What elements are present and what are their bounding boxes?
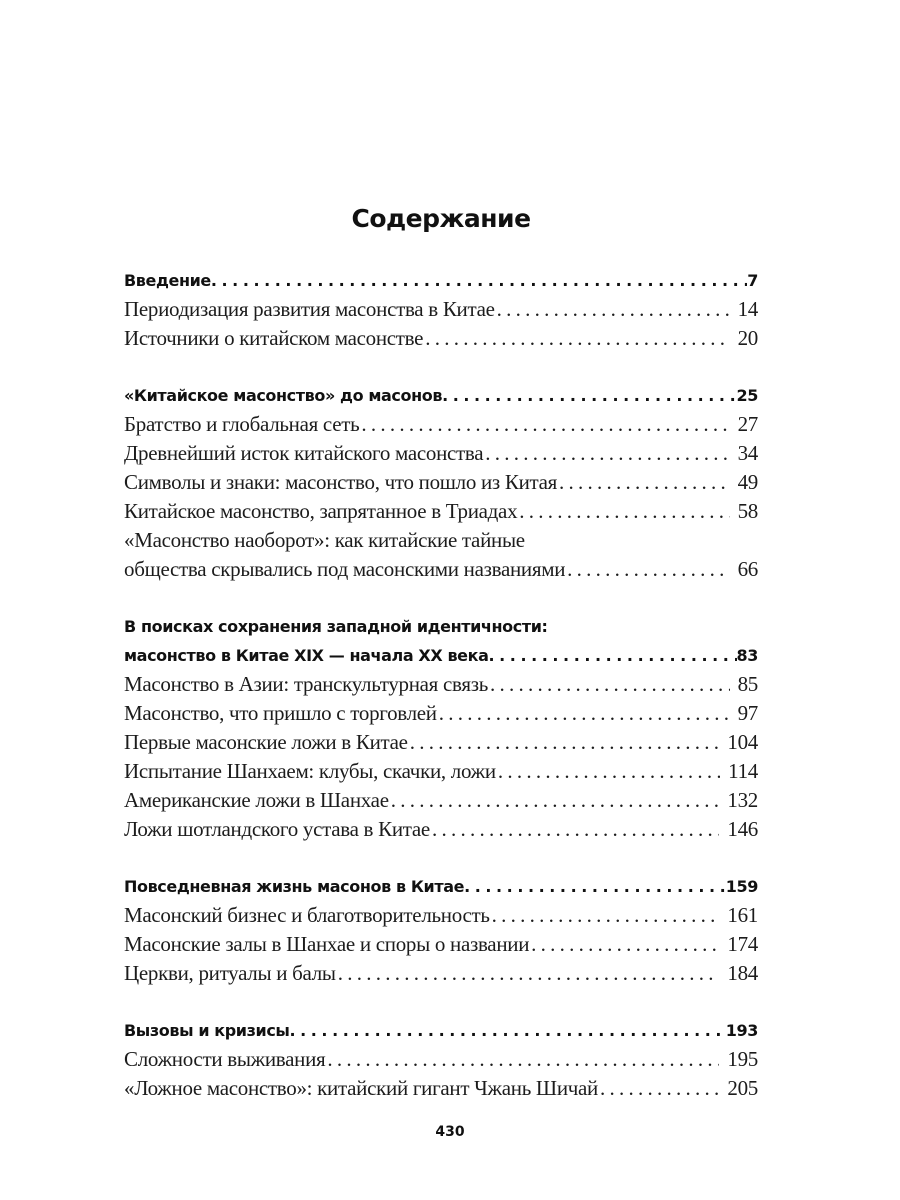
page-number: 85 xyxy=(737,672,758,696)
entry-title: Церкви, ритуалы и балы xyxy=(124,961,336,985)
toc-entry[interactable] xyxy=(124,1045,758,1074)
page-number: 146 xyxy=(727,817,758,841)
page-number: 193 xyxy=(725,1021,758,1040)
chapter-title: Вызовы и кризисы xyxy=(124,1021,290,1040)
toc-entry[interactable] xyxy=(124,439,758,468)
page-number: 34 xyxy=(737,441,758,465)
dot-leader xyxy=(361,410,729,439)
dot-leader xyxy=(497,295,730,324)
chapter-heading[interactable] xyxy=(124,266,758,295)
dot-leader xyxy=(338,959,720,988)
dot-leader xyxy=(442,381,736,410)
table-of-contents xyxy=(124,266,758,1131)
page-number: 97 xyxy=(737,701,758,725)
dot-leader xyxy=(439,699,730,728)
toc-entry[interactable] xyxy=(124,757,758,786)
chapter-heading-line1[interactable] xyxy=(124,612,758,641)
chapter-title: Повседневная жизнь масонов в Китае xyxy=(124,877,465,896)
entry-title: Символы и знаки: масонство, что пошло из Китая xyxy=(124,470,558,494)
entry-title: «Ложное масонство»: китайский гигант Чжань Шичай xyxy=(124,1076,598,1100)
toc-entry[interactable] xyxy=(124,959,758,988)
entry-title: Масонство в Азии: транскультурная связь xyxy=(124,672,488,696)
entry-title: Масонские залы в Шанхае и споры о названии xyxy=(124,932,530,956)
page-title: Содержание xyxy=(351,204,531,233)
dot-leader xyxy=(489,641,737,670)
toc-entry[interactable] xyxy=(124,410,758,439)
entry-title: общества скрывались под масонскими названиями xyxy=(124,557,566,581)
chapter-title: Введение xyxy=(124,271,211,290)
entry-title: Китайское масонство, запрятанное в Триадах xyxy=(124,499,518,523)
toc-entry[interactable] xyxy=(124,555,758,584)
toc-entry[interactable] xyxy=(124,728,758,757)
page-number: 83 xyxy=(736,646,758,665)
dot-leader xyxy=(498,757,720,786)
toc-section xyxy=(124,612,758,844)
page-number: 27 xyxy=(737,412,758,436)
entry-title: Источники о китайском масонстве xyxy=(124,326,424,350)
chapter-heading[interactable] xyxy=(124,381,758,410)
page-number: 161 xyxy=(727,903,758,927)
page-number: 184 xyxy=(727,961,758,985)
toc-entry-continued[interactable] xyxy=(124,526,758,555)
toc-entry[interactable] xyxy=(124,1074,758,1103)
dot-leader xyxy=(327,1045,719,1074)
entry-title: Испытание Шанхаем: клубы, скачки, ложи xyxy=(124,759,496,783)
toc-entry[interactable] xyxy=(124,786,758,815)
toc-section xyxy=(124,266,758,353)
dot-leader xyxy=(425,324,729,353)
page-folio-number: 430 xyxy=(435,1124,465,1140)
toc-entry[interactable] xyxy=(124,324,758,353)
toc-entry[interactable] xyxy=(124,468,758,497)
toc-entry[interactable] xyxy=(124,930,758,959)
entry-title: Масонство, что пришло с торговлей xyxy=(124,701,437,725)
dot-leader xyxy=(464,872,726,901)
entry-title: Ложи шотландского устава в Китае xyxy=(124,817,430,841)
chapter-heading[interactable] xyxy=(124,1016,758,1045)
page-number: 25 xyxy=(736,386,758,405)
entry-title: Периодизация развития масонства в Китае xyxy=(124,297,495,321)
dot-leader xyxy=(600,1074,719,1103)
toc-section xyxy=(124,872,758,988)
toc-entry[interactable] xyxy=(124,670,758,699)
page-number: 14 xyxy=(737,297,758,321)
dot-leader xyxy=(432,815,719,844)
entry-title: Американские ложи в Шанхае xyxy=(124,788,389,812)
page-number: 49 xyxy=(737,470,758,494)
chapter-title: масонство в Китае XIX — начала XX века xyxy=(124,646,489,665)
dot-leader xyxy=(485,439,729,468)
chapter-title: «Китайское масонство» до масонов xyxy=(124,386,443,405)
dot-leader xyxy=(519,497,729,526)
toc-entry[interactable] xyxy=(124,815,758,844)
dot-leader xyxy=(559,468,730,497)
chapter-heading[interactable] xyxy=(124,641,758,670)
page-number: 104 xyxy=(727,730,758,754)
page-number: 7 xyxy=(747,271,758,290)
page-number: 132 xyxy=(727,788,758,812)
page-number: 195 xyxy=(727,1047,758,1071)
toc-entry[interactable] xyxy=(124,295,758,324)
page-number: 58 xyxy=(737,499,758,523)
dot-leader xyxy=(410,728,720,757)
toc-entry[interactable] xyxy=(124,699,758,728)
dot-leader xyxy=(211,266,747,295)
page-number: 20 xyxy=(737,326,758,350)
entry-title: Первые масонские ложи в Китае xyxy=(124,730,408,754)
entry-title: «Масонство наоборот»: как китайские тайные xyxy=(124,528,525,552)
toc-entry[interactable] xyxy=(124,901,758,930)
toc-section xyxy=(124,381,758,584)
page-number: 159 xyxy=(725,877,758,896)
page-number: 205 xyxy=(727,1076,758,1100)
entry-title: Сложности выживания xyxy=(124,1047,326,1071)
entry-title: Масонский бизнес и благотворительность xyxy=(124,903,490,927)
entry-title: Братство и глобальная сеть xyxy=(124,412,360,436)
page-number: 174 xyxy=(727,932,758,956)
toc-section xyxy=(124,1016,758,1103)
chapter-heading[interactable] xyxy=(124,872,758,901)
toc-entry[interactable] xyxy=(124,497,758,526)
entry-title: Древнейший исток китайского масонства xyxy=(124,441,484,465)
dot-leader xyxy=(490,670,730,699)
dot-leader xyxy=(567,555,729,584)
page-number: 66 xyxy=(737,557,758,581)
dot-leader xyxy=(492,901,720,930)
dot-leader xyxy=(531,930,719,959)
chapter-title: В поисках сохранения западной идентичности: xyxy=(124,617,548,636)
page-number: 114 xyxy=(728,759,758,783)
dot-leader xyxy=(289,1016,725,1045)
dot-leader xyxy=(391,786,720,815)
